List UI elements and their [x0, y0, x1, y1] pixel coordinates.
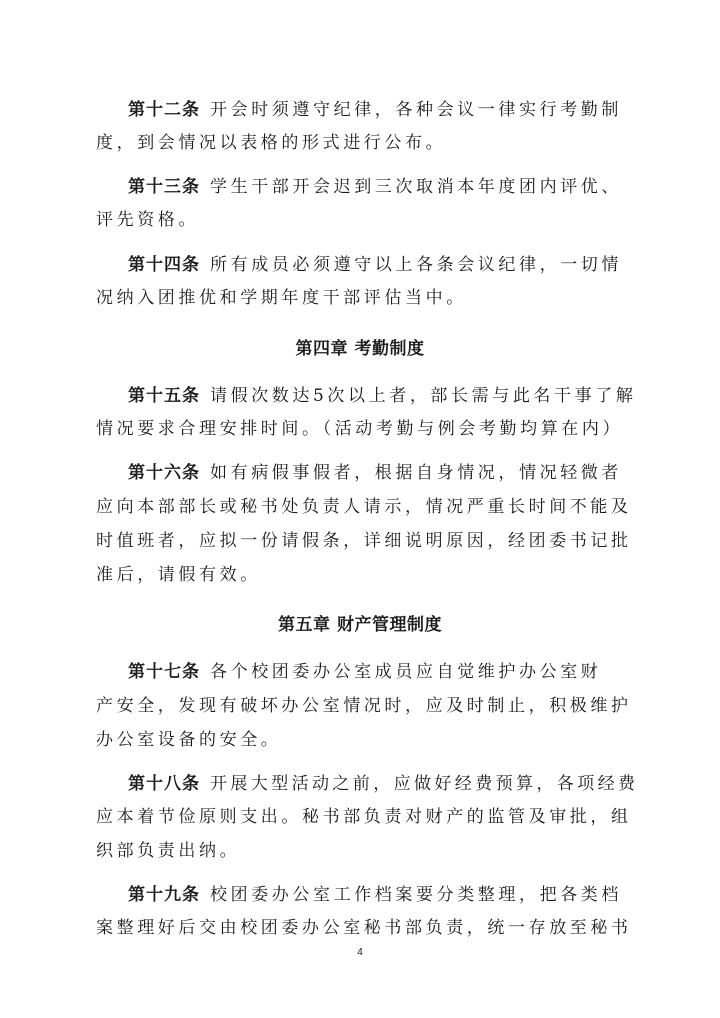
article-17-line-3: 办公室设备的安全。	[96, 730, 282, 750]
article-label: 第十六条	[128, 463, 200, 483]
chapter-4-heading: 第四章 考勤制度	[295, 339, 425, 359]
article-16-line-1: 第十六条 如有病假事假者，根据自身情况，情况轻微者	[128, 463, 622, 483]
article-16-line-4: 准后，请假有效。	[96, 565, 261, 585]
article-18-line-2: 应本着节俭原则支出。秘书部负责对财产的监管及审批，组	[96, 807, 632, 827]
chapter-5-heading: 第五章 财产管理制度	[278, 615, 442, 635]
article-17-line-1: 第十七条 各个校团委办公室成员应自觉维护办公室财	[128, 662, 602, 682]
article-19-line-2: 案整理好后交由校团委办公室秘书部负责，统一存放至秘书	[96, 918, 632, 938]
article-17-line-2: 产安全，发现有破坏办公室情况时，应及时制止，积极维护	[96, 696, 632, 716]
article-label: 第十五条	[128, 386, 200, 406]
article-label: 第十九条	[128, 885, 200, 905]
article-label: 第十二条	[128, 100, 200, 120]
article-18-line-1: 第十八条 开展大型活动之前，应做好经费预算，各项经费	[128, 774, 639, 794]
article-18-line-3: 织部负责出纳。	[96, 841, 241, 861]
article-label: 第十三条	[128, 177, 200, 197]
article-15-line-1: 第十五条 请假次数达5次以上者，部长需与此名干事了解	[128, 386, 637, 406]
article-15-line-2: 情况要求合理安排时间。（活动考勤与例会考勤均算在内）	[96, 419, 624, 439]
article-label: 第十七条	[128, 662, 200, 682]
article-13-line-1: 第十三条 学生干部开会迟到三次取消本年度团内评优、	[128, 177, 622, 197]
article-14-line-1: 第十四条 所有成员必须遵守以上各条会议纪律，一切情	[128, 255, 622, 275]
article-16-line-3: 时值班者，应拟一份请假条，详细说明原因，经团委书记批	[96, 531, 632, 551]
article-12-line-1: 第十二条 开会时须遵守纪律，各种会议一律实行考勤制	[128, 100, 622, 120]
article-12-line-2: 度，到会情况以表格的形式进行公布。	[96, 133, 447, 153]
article-16-line-2: 应向本部部长或秘书处负责人请示，情况严重长时间不能及	[96, 497, 632, 517]
article-19-line-1: 第十九条 校团委办公室工作档案要分类整理，把各类档	[128, 885, 622, 905]
article-13-line-2: 评先资格。	[96, 210, 199, 230]
article-14-line-2: 况纳入团推优和学期年度干部评估当中。	[96, 288, 467, 308]
page-number: 4	[357, 947, 363, 958]
article-label: 第十八条	[128, 774, 200, 794]
article-label: 第十四条	[128, 255, 200, 275]
